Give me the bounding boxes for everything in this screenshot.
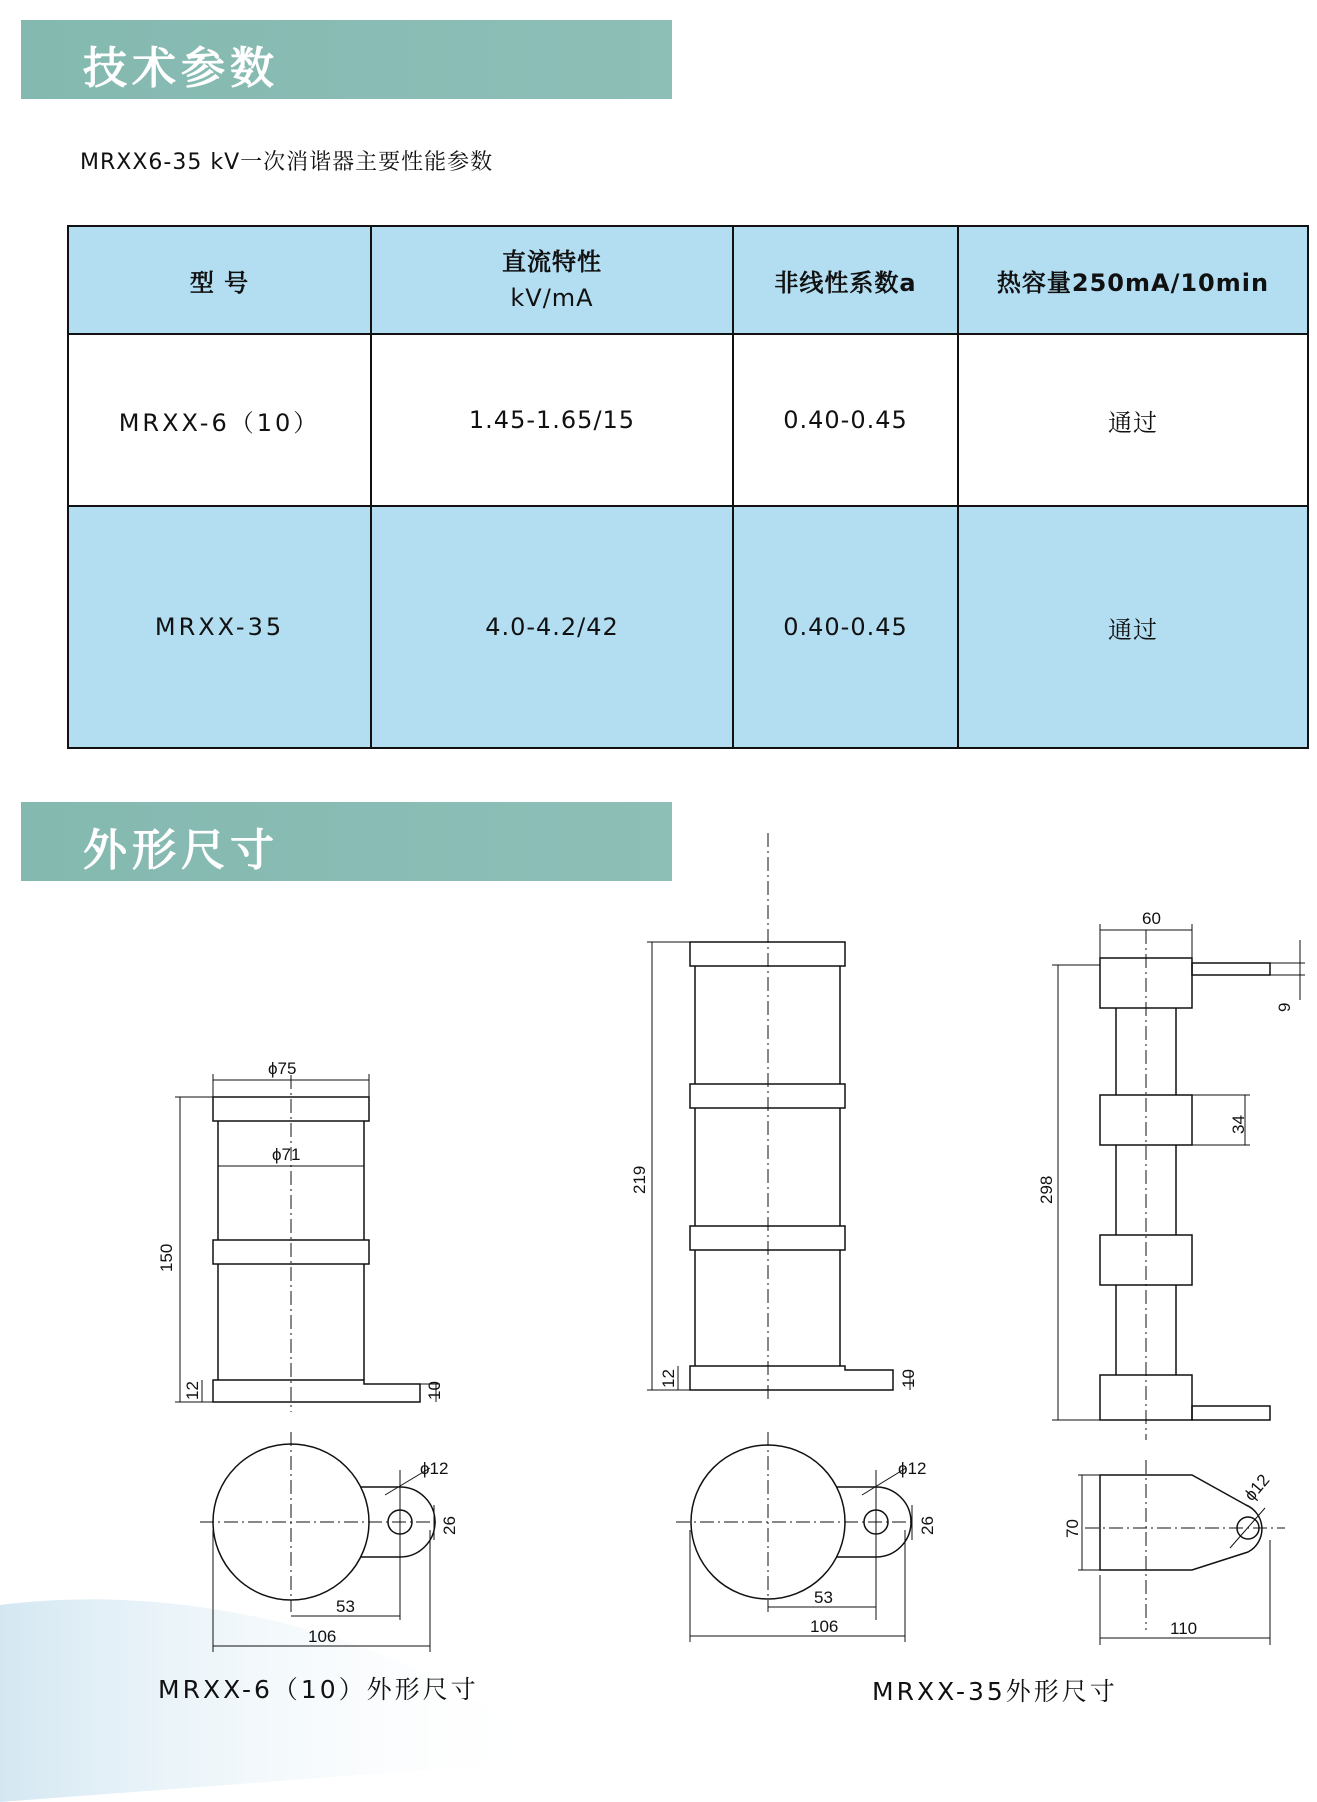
- dim-label: 34: [1229, 1115, 1248, 1134]
- dim-label: 70: [1063, 1519, 1082, 1538]
- dim-label: 106: [308, 1627, 337, 1646]
- dim-label: ϕ12: [1240, 1470, 1274, 1505]
- cell-coef: 0.40-0.45: [733, 506, 958, 748]
- dim-label: 26: [918, 1516, 937, 1535]
- caption-mrxx6: MRXX-6（10）外形尺寸: [158, 1675, 479, 1704]
- cell-model: MRXX-35: [68, 506, 371, 748]
- cell-dc: 4.0-4.2/42: [371, 506, 733, 748]
- dim-label: 219: [630, 1165, 649, 1194]
- dim-label: 10: [899, 1369, 918, 1388]
- dim-label: 53: [336, 1597, 355, 1616]
- section-title-params: 技术参数: [83, 43, 279, 94]
- mrxx35-front-view: [690, 942, 893, 1390]
- header-model: 型 号: [68, 226, 371, 334]
- header-line: 直流特性: [502, 248, 602, 276]
- dim-label: ϕ71: [272, 1145, 301, 1164]
- section-title-dims: 外形尺寸: [83, 825, 279, 876]
- dim-label: 12: [659, 1369, 678, 1388]
- dim-label: 60: [1142, 909, 1161, 928]
- cell-heat: 通过: [958, 506, 1308, 748]
- mrxx6-front-view: [213, 1097, 420, 1402]
- dim-label: 10: [425, 1381, 444, 1400]
- header-heat-capacity: 热容量250mA/10min: [958, 226, 1308, 334]
- cell-model: MRXX-6（10）: [68, 334, 371, 506]
- dim-label: 26: [440, 1516, 459, 1535]
- dim-label: 110: [1170, 1619, 1198, 1638]
- dim-label: 12: [183, 1381, 202, 1400]
- dim-label: 106: [810, 1617, 839, 1636]
- dim-label: 53: [814, 1588, 833, 1607]
- dim-label: 9: [1275, 1002, 1294, 1012]
- dim-label: 150: [157, 1243, 176, 1272]
- dim-label: ϕ75: [268, 1059, 297, 1078]
- table-subtitle: MRXX6-35 kV一次消谐器主要性能参数: [80, 150, 494, 175]
- mrxx35-side-view: [1100, 958, 1270, 1420]
- cell-coef: 0.40-0.45: [733, 334, 958, 506]
- header-line: kV/mA: [510, 284, 594, 312]
- header-nonlinear-coef: 非线性系数a: [733, 226, 958, 334]
- caption-mrxx35: MRXX-35外形尺寸: [872, 1677, 1118, 1706]
- dim-label: 298: [1037, 1175, 1056, 1204]
- cell-dc: 1.45-1.65/15: [371, 334, 733, 506]
- dim-label: ϕ12: [420, 1459, 449, 1478]
- mrxx35-side-bottom-view: [1100, 1475, 1262, 1570]
- cell-heat: 通过: [958, 334, 1308, 506]
- dim-label: ϕ12: [898, 1459, 927, 1478]
